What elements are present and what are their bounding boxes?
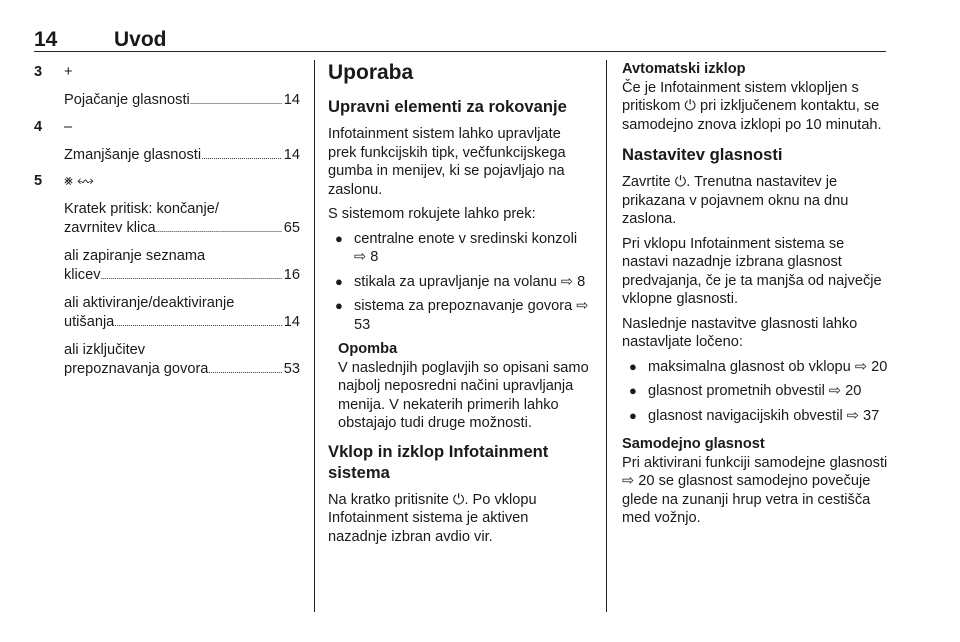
entry-text: ali aktiviranje/deaktiviranje <box>64 295 235 311</box>
mute-hangup-icon: ⨳ ↭ <box>64 173 94 189</box>
page-ref: 16 <box>283 266 300 283</box>
control-number: 5 <box>34 173 43 189</box>
volume-column <box>622 60 888 534</box>
list-item: ● centralne enote v sredinski konzoli ⇨ 8 <box>328 230 590 267</box>
page-ref: 14 <box>283 92 300 108</box>
page-ref: 65 <box>283 219 300 236</box>
auto-volume-paragraph: Pri aktivirani funkciji samodejne glasnosti ⇨ 20 se glasnost samodejno povečuje glede na zunanji hrup vetra in cestišča med vožnjo. <box>622 454 888 526</box>
page-ref: 14 <box>283 146 300 163</box>
control-item <box>34 169 300 379</box>
entry-text: utišanja <box>64 313 115 330</box>
auto-off-heading: Avtomatski izklop <box>622 61 746 77</box>
control-item <box>34 115 300 166</box>
column-divider <box>314 60 315 612</box>
entry-text: ali izključitev <box>64 342 146 358</box>
control-item <box>34 60 300 111</box>
section-title: Uvod <box>114 28 167 51</box>
volume-paragraph: Naslednje nastavitve glasnosti lahko nastavljate ločeno: <box>622 315 858 350</box>
control-list <box>328 230 590 335</box>
onoff-paragraph: Na kratko pritisnite ⏻. Po vklopu Infotainment sistema je aktiven nazadnje izbran avdio vir. <box>328 491 537 545</box>
note-title: Opomba <box>338 341 398 357</box>
plus-icon: + <box>64 64 73 80</box>
list-item: ● maksimalna glasnost ob vklopu ⇨ 20 <box>622 358 888 377</box>
control-entry <box>64 91 300 111</box>
entry-text: ali zapiranje seznama <box>64 248 206 264</box>
entry-text: Kratek pritisk: končanje/ <box>64 201 219 217</box>
volume-heading: Nastavitev glasnosti <box>622 145 783 164</box>
onoff-heading: Vklop in izklop Infotainment sistema <box>328 441 549 482</box>
control-number: 4 <box>34 118 43 135</box>
list-item: ● glasnost prometnih obvestil ⇨ 20 <box>622 382 888 401</box>
volume-paragraph: Pri vklopu Infotainment sistema se nastavi nazadnje izbrana glasnost predvajanja, če je ta manjša od največje vklopne glasnosti. <box>622 235 882 307</box>
column-divider <box>606 60 607 612</box>
page-ref: 53 <box>283 360 300 377</box>
auto-volume-heading: Samodejno glasnost <box>622 436 765 452</box>
auto-off-paragraph: Če je Infotainment sistem vklopljen s pritiskom ⏻ pri izključenem kontaktu, se samodejno znova izklopi po 10 minutah. <box>622 79 882 133</box>
page-header <box>34 28 886 52</box>
volume-list <box>622 358 888 426</box>
control-entry <box>64 294 300 332</box>
usage-column <box>328 60 590 552</box>
list-item: ● stikala za upravljanje na volanu ⇨ 8 <box>328 273 590 292</box>
entry-text: klicev <box>64 266 101 283</box>
control-entry <box>64 341 300 379</box>
entry-text: Pojačanje glasnosti <box>64 92 190 108</box>
control-entry <box>64 247 300 285</box>
note-text: V naslednjih poglavjih so opisani samo najbolj neposredni načini upravljanja menija. V nekaterih primerih lahko obstajajo tudi druge možnosti. <box>338 359 589 431</box>
controls-column <box>34 60 300 379</box>
control-entry <box>64 200 300 238</box>
controls-subheading: Upravni elementi za rokovanje <box>328 97 567 116</box>
intro-paragraph: Infotainment sistem lahko upravljate prek funkcijskih tipk, večfunkcijskega gumba in menijev, ki se pojavljajo na zaslonu. <box>328 126 566 198</box>
list-item: ● glasnost navigacijskih obvestil ⇨ 37 <box>622 407 888 426</box>
note-box <box>328 340 590 433</box>
minus-icon: – <box>64 118 73 135</box>
control-entry <box>64 146 300 166</box>
list-item: ● sistema za prepoznavanje govora ⇨ 53 <box>328 297 590 334</box>
list-intro: S sistemom rokujete lahko prek: <box>328 206 536 222</box>
header-rule <box>34 51 886 52</box>
control-number: 3 <box>34 64 43 80</box>
entry-text: prepoznavanja govora <box>64 360 209 377</box>
volume-paragraph: Zavrtite ⏻. Trenutna nastavitev je prikazana v pojavnem oknu na dnu zaslona. <box>622 174 849 227</box>
page-ref: 14 <box>283 313 300 330</box>
page-number: 14 <box>34 28 58 51</box>
usage-heading: Uporaba <box>328 61 414 84</box>
entry-text: Zmanjšanje glasnosti <box>64 146 202 163</box>
entry-text: zavrnitev klica <box>64 219 156 236</box>
